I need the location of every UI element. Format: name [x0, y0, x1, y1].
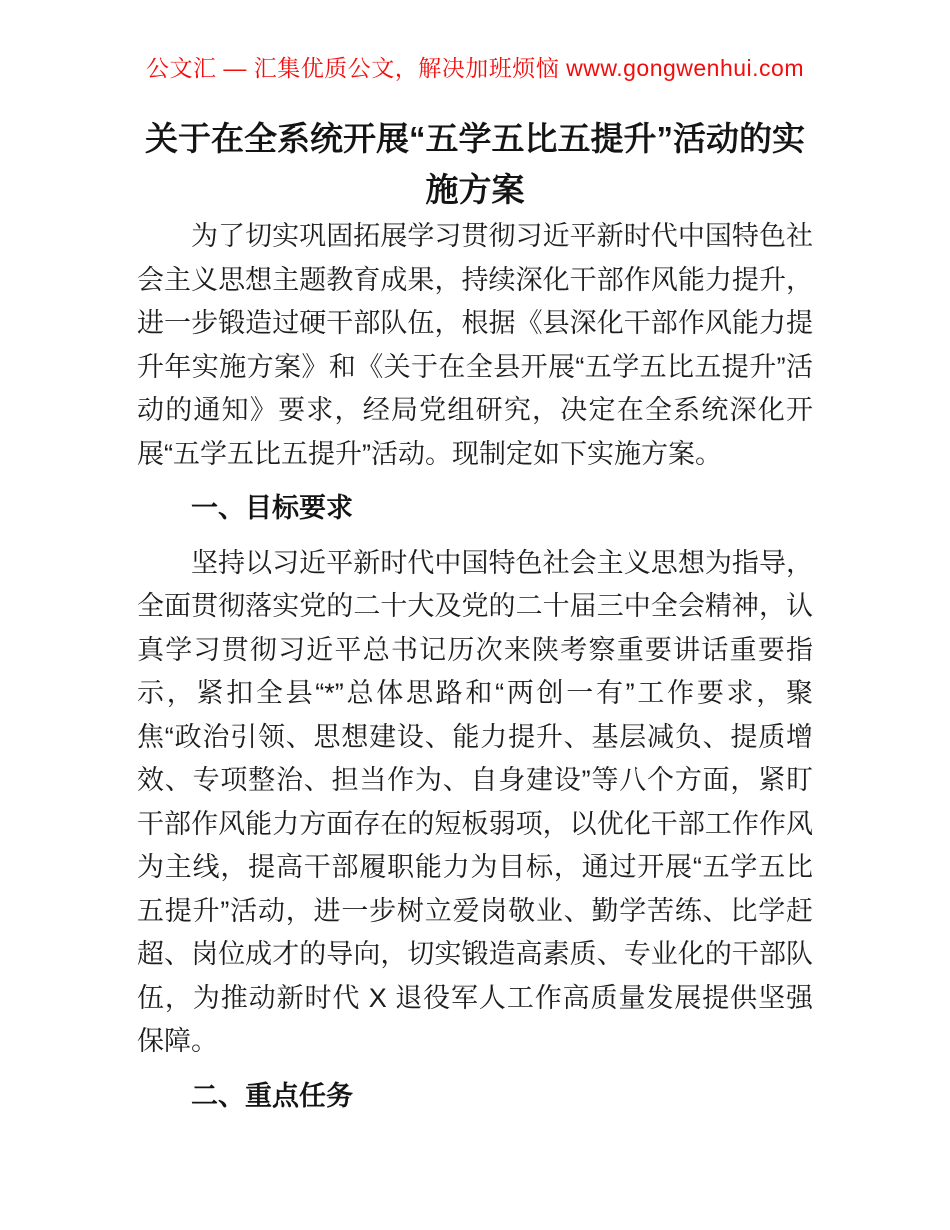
document-body — [137, 215, 813, 1118]
paragraph-goals: 坚持以习近平新时代中国特色社会主义思想为指导，全面贯彻落实党的二十大及党的二十届三中全会精神，认真学习贯彻习近平总书记历次来陕考察重要讲话重要指示，紧扣全县“*”总体思路和“两创一有”工作要求，聚焦“政治引领、思想建设、能力提升、基层减负、提质增效、专项整治、担当作为、自身建设”等八个方面，紧盯干部作风能力方面存在的短板弱项，以优化干部工作作风为主线，提高干部履职能力为目标，通过开展“五学五比五提升”活动，进一步树立爱岗敬业、勤学苦练、比学赶超、岗位成才的导向，切实锻造高素质、专业化的干部队伍，为推动新时代 X 退役军人工作高质量发展提供坚强保障。 — [137, 547, 813, 1056]
document-title: 关于在全系统开展“五学五比五提升”活动的实施方案 — [145, 120, 805, 208]
section-heading-1: 一、目标要求 — [191, 493, 353, 523]
section-heading-2: 二、重点任务 — [191, 1080, 353, 1111]
paragraph-intro: 为了切实巩固拓展学习贯彻习近平新时代中国特色社会主义思想主题教育成果，持续深化干部作风能力提升，进一步锻造过硬干部队伍，根据《县深化干部作风能力提升年实施方案》和《关于在全县开展“五学五比五提升”活动的通知》要求，经局党组研究，决定在全系统深化开展“五学五比五提升”活动。现制定如下实施方案。 — [137, 221, 813, 469]
watermark-banner: 公文汇 — 汇集优质公文，解决加班烦恼 www.gongwenhui.com — [145, 55, 804, 81]
